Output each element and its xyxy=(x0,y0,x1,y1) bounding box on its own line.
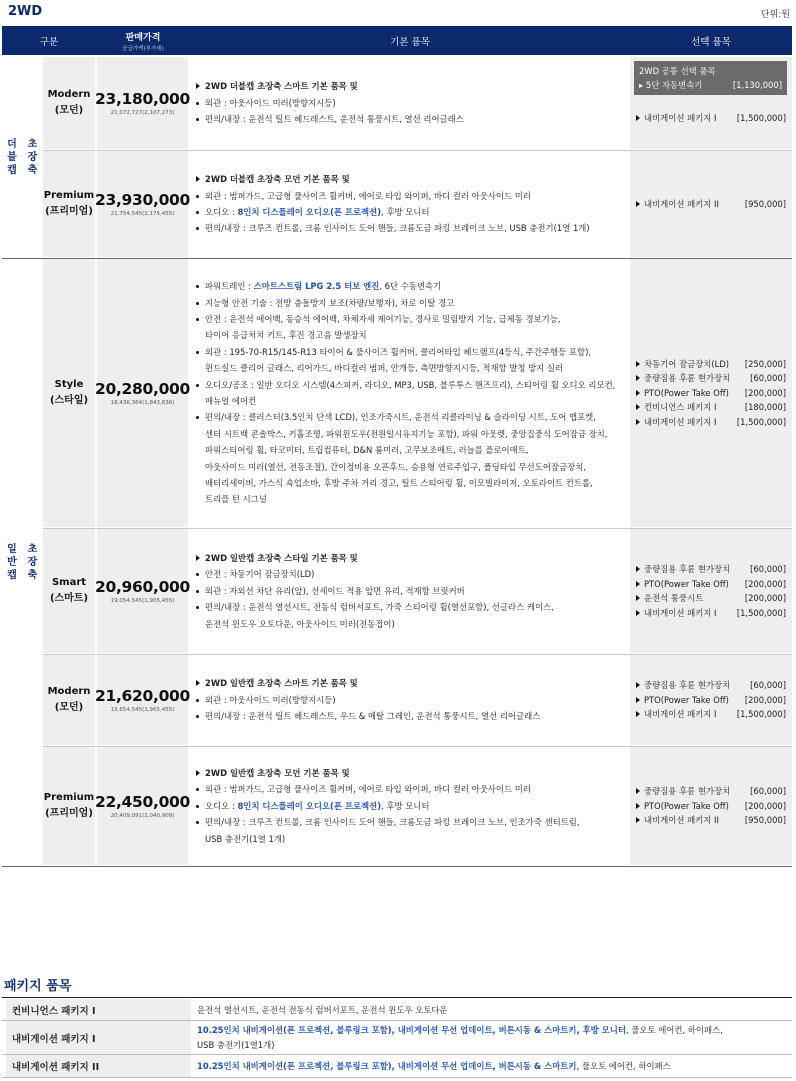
option-item xyxy=(636,591,786,606)
price-cell xyxy=(94,655,191,745)
price-supply-value: 21,754,545(2,175,455) xyxy=(110,211,175,217)
option-item xyxy=(636,784,786,799)
option-item xyxy=(636,693,786,708)
trim-name-cell xyxy=(43,529,95,653)
option-price: [1,500,000] xyxy=(736,113,786,123)
basic-item: 윈드실드 클리어 글래스, 리어가드, 바디컬러 범퍼, 안개등, 측면방향지시등, 적재함 발청 방지 실러 xyxy=(205,363,564,374)
page-title: 2WD xyxy=(8,4,43,19)
basic-item-bold: 일반 오디오 시스템(4스피커, 라디오, MP3, USB, 블루투스 핸즈프리), 스티어링 휠 오디오 리모컨, xyxy=(256,379,616,390)
basic-item: 외관 : 아웃사이드 미러(방향지시등) xyxy=(193,692,625,708)
option-name: 중량짐용 후륜 현가장치 xyxy=(644,680,731,691)
basic-item-bold: 트리플 턴 시그널 xyxy=(205,494,267,505)
option-price: [200,000] xyxy=(744,593,786,603)
package-desc-line: 10.25인치 내비게이션(폰 프로젝션, 블루링크 포함), 내비게이션 무선 업데이트, 버튼시동 & 스마트키, 후방 모니터, 풀오토 에어컨, 하이패스, xyxy=(197,1025,723,1035)
package-section-title: 패키지 품목 xyxy=(4,979,72,994)
basic-item-key: 안전 xyxy=(205,314,222,324)
option-price: [60,000] xyxy=(750,786,786,797)
basic-item: 외관 : 자외선 차단 유리(앞), 선세이드 적용 앞면 유리, 적재함 브릿커버 xyxy=(193,583,625,599)
basic-item: 타이어 응급처치 키트, 후진 경고음 발생장치 xyxy=(205,330,367,341)
basic-item: 편의/내장 : 운전석 틸트 헤드레스트, 운전석 통풍시트, 열선 리어글래스 xyxy=(193,111,625,127)
option-price: [60,000] xyxy=(750,564,786,574)
price-value: 22,450,000 xyxy=(94,793,191,811)
option-price: [200,000] xyxy=(744,800,786,811)
basic-item: 편의/내장 : 운전석 열선시트, 전동식 럼버서포트, 가죽 스티어링 휠(열선포함), 선글라스 케이스, xyxy=(193,599,625,615)
package-desc-line: USB 충전기(1열1개) xyxy=(197,1040,275,1050)
header-basic: 기본 품목 xyxy=(390,36,430,48)
package-description xyxy=(197,1023,788,1053)
basic-item-key: 편의/내장 xyxy=(205,602,241,613)
basic-item: 지능형 안전 기술 : 전방 충돌방지 보조(차량/보행자), 차로 이탈 경고 xyxy=(193,295,625,311)
price-value: 20,280,000 xyxy=(94,380,191,398)
basic-item: 오디오/공조 : 일반 오디오 시스템(4스피커, 라디오, MP3, USB, 블루투스 핸즈프리), 스티어링 휠 오디오 리모컨, xyxy=(193,377,625,393)
basic-item-key: 외관 xyxy=(205,97,222,108)
basic-item: 파워트레인 : 스마트스트림 LPG 2.5 터보 엔진, 6단 수동변속기 xyxy=(193,278,625,294)
price-value: 23,180,000 xyxy=(94,90,191,108)
trim-name-en: Style xyxy=(54,379,84,390)
option-name: 내비게이션 패키지 I xyxy=(644,709,717,720)
basic-item: 외관 : 아웃사이드 미러(방향지시등) xyxy=(193,95,625,111)
option-price: [1,500,000] xyxy=(736,607,786,618)
trim-name-cell xyxy=(43,747,95,865)
basic-item-key: 외관 xyxy=(205,784,222,795)
basic-items-list xyxy=(193,550,625,632)
basic-item: 매뉴얼 에어컨 xyxy=(205,396,257,407)
basic-item-bold: USB 충전기(1열 1개) xyxy=(509,223,590,234)
price-supply-value: 19,054,545(1,905,455) xyxy=(110,598,175,604)
option-item xyxy=(636,678,786,693)
basic-item-key: 파워트레인 xyxy=(205,281,246,292)
option-name: 내비게이션 패키지 I xyxy=(644,113,717,123)
package-row xyxy=(2,999,792,1021)
basic-item-bold: , 후방 모니터 xyxy=(381,207,430,217)
cab-type-cell xyxy=(2,56,22,258)
basic-item-key: 외관 xyxy=(205,346,222,357)
option-price: [950,000] xyxy=(744,815,786,826)
option-item xyxy=(636,415,786,430)
cab-type-label: 더블캡 xyxy=(7,138,17,176)
basic-item: 외관 : 범퍼가드, 고급형 풀사이즈 휠커버, 에어로 타입 와이퍼, 바디 컬러 아웃사이드 미러 xyxy=(193,781,625,797)
basic-item-bold: , 후방 모니터 xyxy=(381,800,430,811)
option-name: 중량짐용 후륜 현가장치 xyxy=(644,564,731,574)
unit-label: 단위:원 xyxy=(760,10,790,20)
option-name: PTO(Power Take Off) xyxy=(644,578,729,589)
basic-item-bold: 열선 리어글래스 xyxy=(480,711,541,722)
option-name: 내비게이션 패키지 II xyxy=(644,815,719,826)
basic-item: 편의/내장 : 크루즈 컨트롤, 크롬 인사이드 도어 핸들, 크롬도금 파킹 브레이크 노브, 인조가죽 센터트림, xyxy=(193,814,625,830)
package-name: 컨비니언스 패키지 I xyxy=(6,999,191,1020)
price-value: 23,930,000 xyxy=(94,191,191,209)
trim-name-ko: (스마트) xyxy=(49,593,89,604)
option-name: 중량짐용 후륜 현가장치 xyxy=(644,373,731,384)
package-desc-line: 운전석 열선시트, 운전석 전동식 럼버서포트, 운전석 윈도우 오토다운 xyxy=(197,1004,448,1015)
roof-type-label: 초장축 xyxy=(27,543,38,581)
cab-type-cell xyxy=(2,258,22,866)
basic-item-heading: 2WD 더블캡 초장축 모던 기본 품목 및 xyxy=(193,171,625,187)
option-name: 운전석 통풍시트 xyxy=(644,593,704,603)
basic-items-list xyxy=(193,765,625,847)
option-name: 내비게이션 패키지 I xyxy=(644,416,717,427)
basic-item: 오디오 : 8인치 디스플레이 오디오(폰 프로젝션), 후방 모니터 xyxy=(193,204,625,220)
package-desc-highlight: 10.25인치 내비게이션(폰 프로젝션, 블루링크 포함), 내비게이션 무선 업데이트, 버튼시동 & 스마트키 xyxy=(197,1061,577,1071)
price-supply-value: 19,654,545(1,965,455) xyxy=(110,707,175,713)
basic-item-key: 오디오 xyxy=(205,207,230,217)
price-cell xyxy=(94,259,191,527)
header-price: 판매가격 공급가액(부가세) xyxy=(122,32,164,52)
price-cell xyxy=(94,151,191,257)
common-option-title: 2WD 공통 선택 품목 xyxy=(639,66,716,76)
basic-item-key: 외관 xyxy=(205,694,222,705)
option-price: [1,500,000] xyxy=(736,416,786,427)
basic-items-list xyxy=(193,278,625,508)
package-name: 내비게이션 패키지 II xyxy=(6,1055,191,1077)
price-cell xyxy=(94,747,191,865)
price-cell xyxy=(94,57,191,149)
option-item xyxy=(636,386,786,401)
basic-item-key: 외관 xyxy=(205,190,222,201)
option-list xyxy=(636,357,786,430)
option-list xyxy=(636,784,786,828)
option-price: [250,000] xyxy=(744,358,786,369)
basic-item-key: 편의/내장 xyxy=(205,223,241,234)
basic-item: 파워스티어링 휠, 타코미터, 트립컴퓨터, D&N 룸미러, 고무보조매트, 러늘를 플로어매트, xyxy=(205,445,529,456)
package-description xyxy=(197,1059,788,1074)
option-list xyxy=(636,111,786,126)
basic-item-key: 편의/내장 xyxy=(205,412,241,423)
basic-item: 아웃사이드 미러(열선, 전동조절), 간이정비용 오픈후드, 승용형 연료주입구, 폴딩타입 무선도어잠금장치, xyxy=(205,461,586,472)
basic-items-list xyxy=(193,171,625,237)
package-row xyxy=(2,1021,792,1055)
trim-name-ko: (스타일) xyxy=(49,395,89,406)
option-name: PTO(Power Take Off) xyxy=(644,387,729,398)
roof-type-label: 초장축 xyxy=(27,138,38,176)
trim-name-cell xyxy=(43,151,95,257)
option-item xyxy=(636,371,786,386)
trim-name-ko: (모던) xyxy=(54,702,84,713)
common-option-price: [1,130,000] xyxy=(732,80,782,90)
option-item xyxy=(636,111,786,126)
basic-item-heading: 2WD 일반캡 초장축 모던 기본 품목 및 xyxy=(193,765,625,781)
option-list xyxy=(636,197,786,212)
group-divider xyxy=(2,866,792,867)
basic-item: 오디오 : 8인치 디스플레이 오디오(폰 프로젝션), 후방 모니터 xyxy=(193,798,625,814)
option-list xyxy=(636,562,786,620)
basic-item: USB 충전기(1열 1개) xyxy=(205,833,286,844)
basic-item-key: 외관 xyxy=(205,585,222,596)
basic-item-key: 오디오 xyxy=(205,800,230,811)
basic-item: 안전 : 운전석 에어백, 동승석 에어백, 차체자세 제어기능, 경사로 밀림방지 기능, 급제동 경보기능, xyxy=(193,311,625,327)
option-item xyxy=(636,813,786,828)
option-item xyxy=(636,400,786,415)
basic-item xyxy=(193,491,625,507)
package-row xyxy=(2,1055,792,1078)
basic-items-list xyxy=(193,78,625,127)
trim-name-ko: (모던) xyxy=(54,105,84,116)
option-name: PTO(Power Take Off) xyxy=(644,694,729,705)
basic-item-bold: 열선 리어글래스 xyxy=(404,114,464,125)
package-description xyxy=(197,1003,788,1018)
basic-item-heading: 2WD 더블캡 초장축 스마트 기본 품목 및 xyxy=(193,78,625,94)
basic-item: 운전석 윈도우 오토다운, 아웃사이드 미러(전동접이) xyxy=(205,618,395,629)
trim-name-ko: (프리미엄) xyxy=(45,206,93,217)
trim-name-ko: (프리미엄) xyxy=(45,808,93,819)
price-supply-value: 18,436,364(1,843,636) xyxy=(110,400,175,406)
trim-name-en: Modern xyxy=(47,89,91,100)
basic-item: 외관 : 범퍼가드, 고급형 풀사이즈 휠커버, 에어로 타입 와이퍼, 바디 컬러 아웃사이드 미러 xyxy=(193,188,625,204)
option-item xyxy=(636,357,786,372)
group-divider xyxy=(2,258,792,259)
basic-item: 센터 시트백 콘솔박스, 키홀조명, 파워윈도우(전원일시유지기능 포함), 파워 아웃렛, 중앙집중식 도어잠금 장치, xyxy=(205,428,608,439)
option-price: [950,000] xyxy=(744,198,786,209)
basic-item-highlight: 8인치 디스플레이 오디오(폰 프로젝션) xyxy=(237,800,382,811)
basic-item-heading: 2WD 일반캡 초장축 스타일 기본 품목 및 xyxy=(193,550,625,566)
option-item xyxy=(636,577,786,592)
option-price: [60,000] xyxy=(750,373,786,384)
option-price: [180,000] xyxy=(744,402,786,413)
option-price: [60,000] xyxy=(750,680,786,691)
option-item xyxy=(636,197,786,212)
roof-type-cell xyxy=(22,56,43,258)
option-list xyxy=(636,678,786,722)
option-name: 중량짐용 후륜 현가장치 xyxy=(644,786,731,797)
package-name: 내비게이션 패키지 I xyxy=(6,1021,191,1054)
option-item xyxy=(636,562,786,577)
option-price: [200,000] xyxy=(744,387,786,398)
package-desc-line: 10.25인치 내비게이션(폰 프로젝션, 블루링크 포함), 내비게이션 무선 업데이트, 버튼시동 & 스마트키, 풀오토 에어컨, 하이패스 xyxy=(197,1061,671,1071)
trim-name-cell xyxy=(43,57,95,149)
basic-item: 안전 : 차동기어 잠금장치(LD) xyxy=(193,566,625,582)
trim-name-cell xyxy=(43,259,95,527)
option-price: [200,000] xyxy=(744,578,786,589)
trim-name-en: Smart xyxy=(51,577,87,588)
basic-item: 편의/내장 : 크루즈 컨트롤, 크롬 인사이드 도어 핸들, 크롬도금 파킹 브레이크 노브, USB 충전기(1열 1개) xyxy=(193,220,625,236)
basic-item: 편의/내장 : 운전석 틸트 헤드레스트, 우드 & 메탈 그레인, 운전석 통풍시트, 열선 리어글래스 xyxy=(193,708,625,724)
basic-item: 배터리세이버, 가스식 쇽업소바, 후방 주차 거리 경고, 틸트 스티어링 휠, 이모빌라이저, 오토라이트 컨트롤, xyxy=(205,478,593,489)
option-name: 내비게이션 패키지 II xyxy=(644,198,719,209)
option-name: PTO(Power Take Off) xyxy=(644,800,729,811)
basic-item: 외관 : 195-70-R15/145-R13 타이어 & 풀사이즈 휠커버, 클리어타입 헤드램프(4등식, 주간주행등 포함), xyxy=(193,344,625,360)
header-option: 선택 품목 xyxy=(691,36,731,48)
option-item xyxy=(636,606,786,621)
option-name: 컨비니언스 패키지 I xyxy=(644,402,717,413)
package-desc-highlight: 10.25인치 내비게이션(폰 프로젝션, 블루링크 포함), 내비게이션 무선 업데이트, 버튼시동 & 스마트키, 후방 모니터 xyxy=(197,1025,626,1035)
common-option-name: ▸ 5단 자동변속기 xyxy=(639,80,703,90)
option-name: 차동기어 잠금장치(LD) xyxy=(644,358,730,369)
trim-name-en: Modern xyxy=(47,686,91,697)
common-option-box xyxy=(634,61,787,95)
cab-type-label: 일반캡 xyxy=(7,543,17,581)
basic-item-key: 편의/내장 xyxy=(205,817,241,828)
basic-item-heading: 2WD 일반캡 초장축 스마트 기본 품목 및 xyxy=(193,675,625,691)
price-cell xyxy=(94,529,191,653)
basic-item-highlight: 8인치 디스플레이 오디오(폰 프로젝션) xyxy=(237,207,382,217)
basic-item-key: 지능형 안전 기술 xyxy=(205,297,267,308)
option-item xyxy=(636,799,786,814)
basic-item-key: 편의/내장 xyxy=(205,711,241,722)
header-category: 구분 xyxy=(39,36,59,48)
basic-item-key: 편의/내장 xyxy=(205,114,241,125)
basic-item-key: 안전 xyxy=(205,569,222,580)
roof-type-cell xyxy=(22,258,43,866)
trim-name-en: Premium xyxy=(43,190,95,201)
price-value: 20,960,000 xyxy=(94,578,191,596)
common-option-item xyxy=(639,78,782,92)
price-value: 21,620,000 xyxy=(94,687,191,705)
option-name: 내비게이션 패키지 I xyxy=(644,607,717,618)
basic-item-bold: 오토라이트 컨트롤, xyxy=(522,478,593,489)
basic-item-highlight: 스마트스트림 LPG 2.5 터보 엔진 xyxy=(253,281,380,292)
price-supply-value: 21,072,727(2,107,273) xyxy=(110,110,175,116)
option-item xyxy=(636,707,786,722)
basic-item: 편의/내장 : 클러스터(3.5인치 단색 LCD), 인조가죽시트, 운전석 리클라이닝 & 슬라이딩 시트, 도어 맵포켓, xyxy=(193,409,625,425)
table-header xyxy=(2,26,792,55)
price-supply-value: 20,409,091(2,040,909) xyxy=(110,813,175,819)
trim-name-en: Premium xyxy=(43,792,95,803)
option-price: [1,500,000] xyxy=(736,709,786,720)
option-price: [200,000] xyxy=(744,694,786,705)
basic-item-key: 오디오/공조 xyxy=(205,379,249,390)
trim-name-cell xyxy=(43,655,95,745)
basic-items-list xyxy=(193,675,625,724)
